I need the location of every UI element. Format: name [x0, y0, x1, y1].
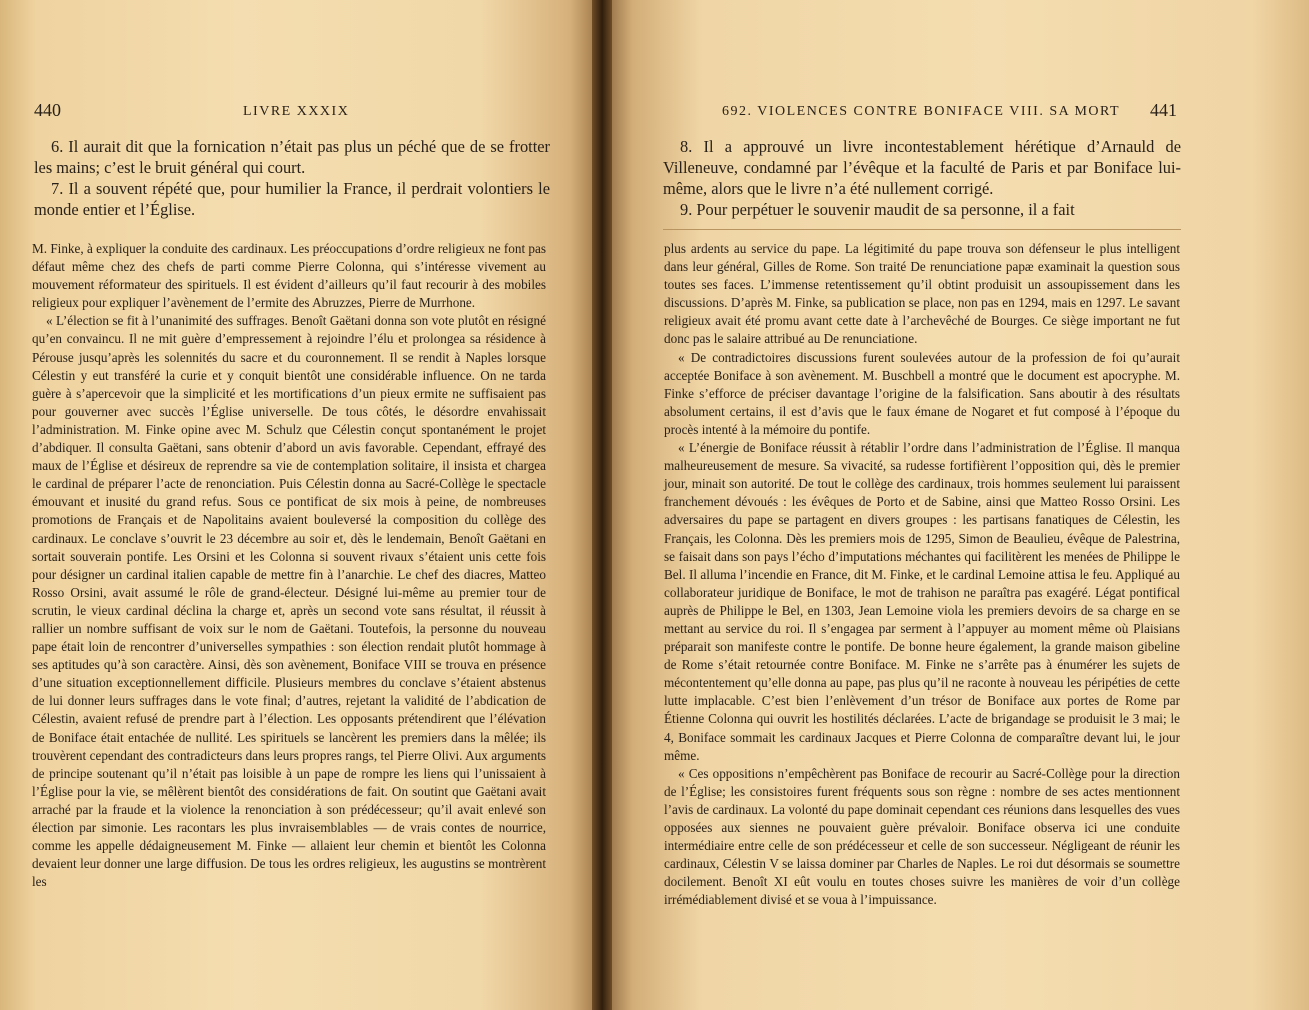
page-number: 440 [34, 100, 61, 120]
left-page [0, 0, 600, 1010]
footnote-paragraph: « Ces oppositions n’empêchèrent pas Boniface de recourir au Sacré-Collège pour la direction de l’Église; les consistoires furent fréquents sous son règne : nombre de ses actes mentionnent l’avis de cardinaux. La volonté du pape dominait cependant ces réunions dans lesquelles des vues opposées aux siennes ne pouvaient guère prévaloir. Boniface observa ici une conduite intermédiaire entre celle de son prédécesseur et celle de son successeur. Négligeant de réunir les cardinaux, Célestin V se laissa dominer par Charles de Naples. Le roi dut désormais se soumettre docilement. Benoît XI eût voulu en toutes choses suivre les manières de voir d’un collège irrémédiablement divisé et se voua à l’impuissance. [664, 765, 1180, 908]
articles-text [34, 136, 550, 220]
footnote-paragraph: « L’énergie de Boniface réussit à rétablir l’ordre dans l’administration de l’Église. Il manqua malheureusement de mesure. Sa vivacité, sa rudesse fortifièrent l’opposition qui, dès le premier jour, minait son autorité. De tout le collège des cardinaux, trois hommes seulement lui paraissent franchement dévoués : les évêques de Porto et de Sabine, ainsi que Matteo Rosso Orsini. Les adversaires du pape se partagent en divers groupes : les partisans fanatiques de Célestin, les Français, les Colonna. Dès les premiers mois de 1295, Simon de Beaulieu, évêque de Palestrina, se faisait dans son pays l’écho d’imputations méchantes qui facilitèrent les menées de Philippe le Bel. Il alluma l’incendie en France, dit M. Finke, et le cardinal Lemoine attisa le feu. Appliqué au collaborateur juridique de Boniface, le mot de trahison ne paraîtra pas exagéré. Légat pontifical auprès de Philippe le Bel, en 1303, Jean Lemoine viola les premiers devoirs de sa charge en se mettant au service du roi. Il s’engagea par serment à l’appuyer au moment même où Plaisians préparait son manifeste contre le pontife. De bonne heure également, la grande maison gibeline de Rome s’était retournée contre Boniface. M. Finke ne s’arrête pas à énumérer les sujets de mécontentement qu’elle donna au pape, pas plus qu’il ne raconte à nouveau les péripéties de cette lutte implacable. C’est bien l’enlèvement d’un trésor de Boniface aux portes de Rome par Étienne Colonna qui ouvrit les hostilités déclarées. L’acte de brigandage se produisit le 3 mai; le 4, Boniface sommait les cardinaux Jacques et Pierre Colonna de comparaître devant lui, le jour même. [664, 440, 1180, 763]
footnote-paragraph: « De contradictoires discussions furent soulevées autour de la profession de foi qu’aurait acceptée Boniface à son avènement. M. Buschbell a montré que le document est apocryphe. M. Finke s’efforce de préciser davantage l’origine de la falsification. Sans aboutir à des résultats absolument certains, il est d’avis que le faux émane de Nogaret et fut composé à l’époque du procès intenté à la mémoire du pontife. [664, 349, 1180, 437]
page-number: 441 [1150, 100, 1177, 120]
article-paragraph: 7. Il a souvent répété que, pour humilier la France, il perdrait volontiers le monde entier et l’Église. [34, 179, 550, 219]
right-page [604, 0, 1309, 1010]
footnote-rule [663, 229, 1181, 230]
footnote-paragraph: « L’élection se fit à l’unanimité des suffrages. Benoît Gaëtani donna son vote plutôt en résigné qu’en convaincu. Il ne mit guère d’empressement à rejoindre l’élu et prolongea sa résidence à Pérouse jusqu’après les solennités du sacre et du couronnement. Il se rendit à Naples lorsque Célestin y eut transféré la curie et y conquit bientôt une considérable influence. On ne tarda guère à s’apercevoir que la simplicité et les mortifications d’un pieux ermite ne suffisaient pas pour gouverner avec succès l’Église universelle. De tous côtés, le désordre envahissait l’administration. M. Finke opine avec M. Schulz que Célestin conçut spontanément le projet d’abdiquer. Il consulta Gaëtani, sans obtenir d’abord un avis favorable. Cependant, effrayé des maux de l’Église et désireux de reprendre sa vie de contemplation solitaire, il insista et chargea le cardinal de préparer l’acte de renonciation. Puis Célestin donna au Sacré-Collège le spectacle émouvant et inusité du grand refus. Sous ce pontificat de six mois à peine, de nombreuses promotions de Français et de Napolitains avaient bouleversé la composition du collège des cardinaux. Le conclave s’ouvrit le 23 décembre au soir et, dès le lendemain, Benoît Gaëtani en sortait souverain pontife. Les Orsini et les Colonna si souvent rivaux s’étaient unis cette fois pour désigner un cardinal italien capable de mettre fin à l’anarchie. Le chef des diacres, Matteo Rosso Orsini, avait assumé le rôle de grand-électeur. Désigné lui-même au premier tour de scrutin, le vieux cardinal déclina la charge et, après un second vote sans résultat, il réussit à rallier un nombre suffisant de voix sur le nom de Gaëtani. Toutefois, la personne du nouveau pape était loin de rencontrer d’universelles sympathies : son élection rendait plutôt hommage à ses aptitudes qu’à son caractère. Ainsi, dès son avènement, Boniface VIII se trouva en présence d’une situation exceptionnellement difficile. Plusieurs membres du conclave s’étaient abstenus de lui donner leurs suffrages dans le vote final; d’autres, rejetant la validité de l’abdication de Célestin, avaient refusé de prendre part à l’élection. Les opposants prétendirent que l’élévation de Boniface était entachée de nullité. Les spirituels se lancèrent les premiers dans la mêlée; ils trouvèrent cependant des contradicteurs dans leurs propres rangs, tel Pierre Olivi. Aux arguments de principe soutenant qu’il n’était pas loisible à un pape de rompre les liens qui l’unissaient à l’Église pour la vie, se mêlèrent bientôt des considérations de fait. On soutint que Gaëtani avait arraché par la fraude et la violence la renonciation à son prédécesseur; qu’il avait enlevé son élection par simonie. Les racontars les plus invraisemblables — de vrais contes de nourrice, comme les appelle dédaigneusement M. Finke — allaient leur chemin et bientôt les Colonna devaient leur donner une large diffusion. De tous les ordres religieux, les augustins se montrèrent les [32, 313, 546, 890]
footnote-paragraph: plus ardents au service du pape. La légitimité du pape trouva son défenseur le plus intelligent dans leur général, Gilles de Rome. Son traité De renunciatione papæ examinait la question sous toutes ses faces. L’immense retentissement qu’il obtint produisit un assoupissement dans les discussions. D’après M. Finke, sa publication se place, non pas en 1294, mais en 1297. Le savant religieux avait été promu avant cette date à l’archevêché de Bourges. Ce siège important ne fut donc pas le salaire attribué au De renunciatione. [664, 241, 1180, 347]
book-gutter [592, 0, 612, 1010]
running-head: 692. VIOLENCES CONTRE BONIFACE VIII. SA MORT [722, 104, 1121, 119]
article-paragraph: 8. Il a approuvé un livre incontestablement hérétique d’Arnauld de Villeneuve, condamné par l’évêque et la faculté de Paris et par Boniface lui-même, alors que le livre n’a été nullement corrigé. [663, 137, 1181, 198]
running-head: LIVRE XXXIX [243, 104, 350, 119]
article-paragraph: 6. Il aurait dit que la fornication n’était pas plus un péché que de se frotter les mains; c’est le bruit général qui court. [34, 137, 550, 177]
article-paragraph: 9. Pour perpétuer le souvenir maudit de sa personne, il a fait [680, 200, 1075, 219]
footnotes [32, 240, 546, 891]
articles-text [663, 136, 1181, 220]
footnotes [664, 240, 1180, 909]
footnote-paragraph: M. Finke, à expliquer la conduite des cardinaux. Les préoccupations d’ordre religieux ne font pas défaut même chez des chefs de parti comme Pierre Colonna, qui s’intéresse vivement au mouvement réformateur des spirituels. Il est évident d’ailleurs qu’il faut recourir à des mobiles religieux pour expliquer l’avènement de l’ermite des Abruzzes, Pierre de Murrhone. [32, 241, 546, 311]
